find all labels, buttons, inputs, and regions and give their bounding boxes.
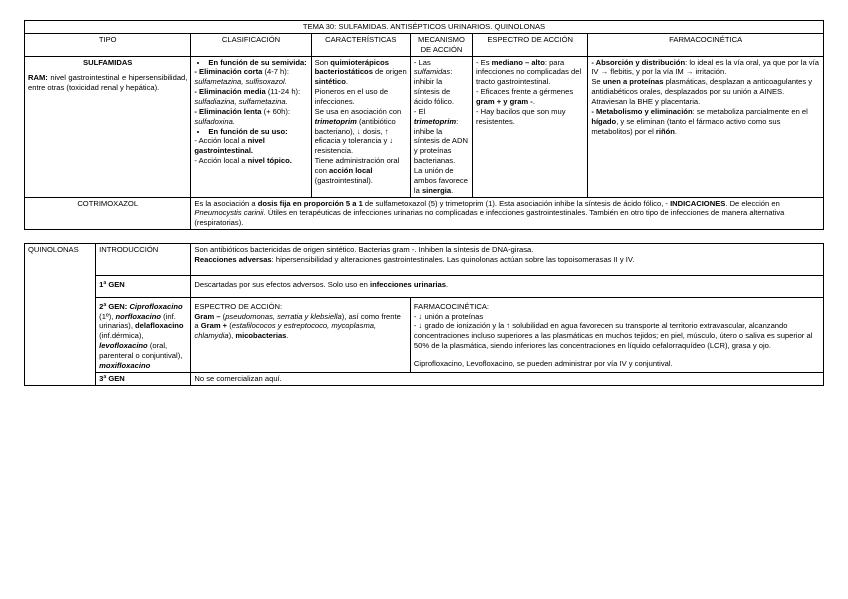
- car-4b: acción local: [329, 166, 373, 176]
- mec-3a: La unión de ambos favorece la: [413, 166, 468, 195]
- mec-3b: sinergia: [421, 185, 452, 195]
- far-2c: plasmáticas, desplazan a anticoagulantes y antidiabéticos orales, desplazados por su unión a AINES.: [591, 77, 813, 97]
- gen2-d2: norfloxacino: [115, 311, 162, 321]
- cotri-t1b: dosis fija en proporción 5 a 1: [257, 198, 363, 208]
- mec-3c: .: [451, 185, 454, 195]
- cotrimoxazol-name: COTRIMOXAZOL: [25, 197, 191, 230]
- gen1-a: Descartadas por sus efectos adversos. Solo uso en: [194, 279, 370, 289]
- car-2: Pioneros en el uso de infecciones.: [314, 87, 389, 107]
- far-4d: , y se eliminan (tanto el fármaco activo como sus metabolitos) por el: [591, 116, 781, 136]
- gen2-d5: moxifloxacino: [99, 360, 151, 370]
- clas-media-drugs: sulfadiazina, sulfametazina.: [194, 97, 288, 107]
- sulfamidas-row: [25, 56, 824, 197]
- car-3c: (antibiótico bacteriano), ↓ dosis, ↑ eficacia y tolerancia y ↓ resistencia.: [314, 116, 396, 156]
- esp-2b: gram + y gram -: [476, 97, 533, 107]
- esp-1a: - Es: [476, 57, 492, 67]
- gen2-espectro-cell: [191, 297, 411, 372]
- gen2-d4: levofloxacino: [99, 341, 148, 351]
- cotri-t2c: Pneumocystis carinii: [194, 208, 264, 218]
- gen2-row: [25, 297, 824, 372]
- sulfamidas-tipo-cell: [25, 56, 191, 197]
- document-title: TEMA 30: SULFAMIDAS. ANTISÉPTICOS URINARIOS. QUINOLONAS: [25, 21, 824, 34]
- esp-2a: - Eficaces frente a gérmenes: [476, 87, 574, 97]
- clas-local-gi-pre: - Acción local a: [194, 136, 248, 146]
- header-row: [25, 33, 824, 56]
- gen2-d3: delafloxacino: [135, 321, 184, 331]
- gen1-c: .: [445, 279, 449, 289]
- gen2-esp-f: (: [227, 321, 232, 331]
- gen2-esp-a: Gram –: [194, 311, 221, 321]
- car-1e: .: [345, 77, 349, 87]
- header-caracteristicas: CARACTERÍSTICAS: [311, 33, 410, 56]
- car-1b: quimioterápicos bacteriostáticos: [314, 57, 389, 77]
- mec-1b: sulfamidas: [413, 67, 451, 77]
- far-4a: - Metabolismo y eliminación: [591, 106, 693, 116]
- clas-local-top: nivel tópico.: [247, 156, 292, 166]
- cotri-t2d: . Útiles en terapéuticas de infecciones urinarias no complicadas e infecciones gastrointestinales. También en otro tipo de infecciones de manera alternativa (respiratorias).: [194, 208, 785, 228]
- header-mecanismo: MECANISMO DE ACCIÓN: [410, 33, 472, 56]
- clas-corta-time: (4-7 h): [262, 67, 287, 77]
- gen2-far-3: Ciprofloxacino, Levofloxacino, se pueden administrar por vía IV y conjuntival.: [413, 359, 673, 369]
- intro-2b: : hipersensibilidad y alteraciones gastrointestinales. Las quinolonas actúan sobre las topoisomerasas II y IV.: [271, 255, 635, 265]
- ram-text: nivel gastrointestinal e hipersensibilidad, entre otras (toxicidad renal y hepática).: [28, 73, 188, 93]
- sulfamidas-farmacocinetica-cell: [588, 56, 824, 197]
- far-1a: - Absorción y distribución: [591, 57, 686, 67]
- quinolonas-name: QUINOLONAS: [25, 244, 96, 385]
- far-4c: hígado: [591, 116, 617, 126]
- cotri-t1c: de sulfametoxazol (5) y trimetoprim (1). Esta asociación inhibe la síntesis de ácido fólico, -: [362, 198, 671, 208]
- quinolonas-intro-row: [25, 244, 824, 276]
- mec-1c: : inhibir la síntesis de ácido fólico.: [413, 67, 455, 107]
- gen2-esp-title: ESPECTRO DE ACCIÓN:: [194, 301, 283, 311]
- clas-bullet-uso: • En función de su uso:: [208, 127, 307, 137]
- car-1a: Son: [314, 57, 331, 67]
- clas-lenta-time: (+ 60h): [261, 106, 288, 116]
- gen2-esp-h: ),: [228, 331, 236, 341]
- far-2b: unen a proteínas: [602, 77, 664, 87]
- mec-2a: - El: [413, 106, 426, 116]
- gen2-d4n: (oral, parenteral o conjuntival),: [99, 341, 183, 361]
- car-1c: de origen: [372, 67, 407, 77]
- spacer-cell: [25, 230, 824, 244]
- far-4f: .: [674, 126, 677, 136]
- gen2-far-1: - ↓ unión a proteínas: [413, 311, 484, 321]
- cotri-t2b: . De elección en: [725, 198, 780, 208]
- esp-2c: .: [532, 97, 535, 107]
- ram-label: RAM:: [28, 73, 48, 83]
- sulfamidas-caracteristicas-cell: [311, 56, 410, 197]
- gen3-label: 3ª GEN: [96, 372, 191, 385]
- esp-1b: mediano – alto: [491, 57, 545, 67]
- car-4c: (gastrointestinal).: [314, 175, 373, 185]
- gen3-row: [25, 372, 824, 385]
- title-row: [25, 21, 824, 34]
- far-2a: Se: [591, 77, 603, 87]
- mec-1a: - Las: [413, 57, 431, 67]
- mec-2b: trimetoprim: [413, 116, 457, 126]
- car-1d: sintético: [314, 77, 346, 87]
- clas-corta-label: - Eliminación corta: [194, 67, 263, 77]
- gen2-label: 2ª GEN:: [99, 301, 128, 311]
- gen2-esp-j: .: [286, 331, 289, 341]
- gen1-row: [25, 275, 824, 297]
- clas-media-time: (11-24 h):: [265, 87, 301, 97]
- intro-text-cell: [191, 244, 824, 276]
- car-3b: trimetoprim: [314, 116, 357, 126]
- gen2-d1n: (1º),: [99, 311, 116, 321]
- cotrimoxazol-row: [25, 197, 824, 230]
- esp-1c: : para infecciones no complicadas del tracto gastrointestinal.: [476, 57, 582, 87]
- mec-2c: : inhibe la síntesis de ADN y proteínas bacterianas.: [413, 116, 468, 166]
- gen2-esp-b: (: [220, 311, 226, 321]
- gen2-esp-d: ), así como frente a: [194, 311, 401, 331]
- header-tipo: TIPO: [25, 33, 191, 56]
- clas-bullet-semivida: • En función de su semivida:: [208, 58, 307, 68]
- sulfamidas-name: SULFAMIDAS: [83, 57, 133, 67]
- far-3: Atraviesan la BHE y placentaria.: [591, 97, 701, 107]
- far-1b: : lo ideal es la vía oral, ya que por la vía IV → flebitis, y por la vía IM → irritación.: [591, 57, 819, 77]
- clas-media-label: - Eliminación media: [194, 87, 266, 97]
- gen1-text-cell: [191, 275, 824, 297]
- drug-summary-table: [24, 20, 824, 386]
- sulfamidas-mecanismo-cell: [410, 56, 472, 197]
- clas-lenta-drugs: sulfadoxina.: [194, 116, 235, 126]
- gen2-drugs-cell: [96, 297, 191, 372]
- gen2-far-2: - ↓ grado de ionización y la ↑ solubilidad en agua favorecen su transporte al territorio extravascular, alcanzando concentraciones incluso superiores a las plasmáticas en muchos tejidos; en piel, músculo, útero o saliva es superior al 50% de la plasmática, siendo inferiores las concentraciones en líquido cefalorraquídeo (LCR), grasa y ojo.: [413, 321, 813, 351]
- gen2-esp-e: Gram +: [200, 321, 228, 331]
- intro-1: Son antibióticos bactericidas de origen sintético. Bacterias gram -. Inhiben la síntesis de DNA-girasa.: [194, 245, 534, 255]
- gen2-d1: Ciprofloxacino: [129, 301, 183, 311]
- gen3-text: No se comercializan aquí.: [191, 372, 824, 385]
- header-farmacocinetica: FARMACOCINÉTICA: [588, 33, 824, 56]
- gen2-far-title: FARMACOCINÉTICA:: [413, 301, 490, 311]
- car-3a: Se usa en asociación con: [314, 106, 402, 116]
- cotrimoxazol-text-cell: [191, 197, 824, 230]
- car-4a: Tiene administración oral con: [314, 156, 400, 176]
- clas-local-gi: nivel gastrointestinal.: [194, 136, 265, 156]
- gen2-farmacocinetica-cell: [410, 297, 823, 372]
- clas-local-top-pre: - Acción local a: [194, 156, 248, 166]
- gen1-b: infecciones urinarias: [370, 279, 446, 289]
- clas-corta-drugs: sulfametazina, sulfisoxazol.: [194, 77, 287, 87]
- clas-corta-sep: :: [286, 67, 289, 77]
- intro-2a: Reacciones adversas: [194, 255, 272, 265]
- clas-lenta-sep: :: [287, 106, 290, 116]
- far-4b: : se metaboliza parcialmente en el: [692, 106, 808, 116]
- intro-label: INTRODUCCIÓN: [96, 244, 191, 276]
- gen2-esp-c: pseudomonas, serratia y klebsiella: [225, 311, 342, 321]
- header-espectro: ESPECTRO DE ACCIÓN: [473, 33, 588, 56]
- gen2-esp-g: estafilococos y estreptococo, mycoplasma, chlamydia: [194, 321, 377, 341]
- esp-3: - Hay bacilos que son muy resistentes.: [476, 106, 566, 126]
- sulfamidas-clasificacion-cell: [191, 56, 311, 197]
- clas-lenta-label: - Eliminación lenta: [194, 106, 262, 116]
- cotri-t1a: Es la asociación a: [194, 198, 258, 208]
- cotri-t2a: INDICACIONES: [670, 198, 726, 208]
- sulfamidas-espectro-cell: [473, 56, 588, 197]
- gen2-d2n: (inf. urinarias),: [99, 311, 176, 331]
- gen1-label: 1ª GEN: [96, 275, 191, 297]
- spacer-row: [25, 230, 824, 244]
- gen2-d3n: (inf.dérmica),: [99, 331, 144, 341]
- header-clasificacion: CLASIFICACIÓN: [191, 33, 311, 56]
- gen2-esp-i: micobacterias: [235, 331, 287, 341]
- far-4e: riñón: [655, 126, 675, 136]
